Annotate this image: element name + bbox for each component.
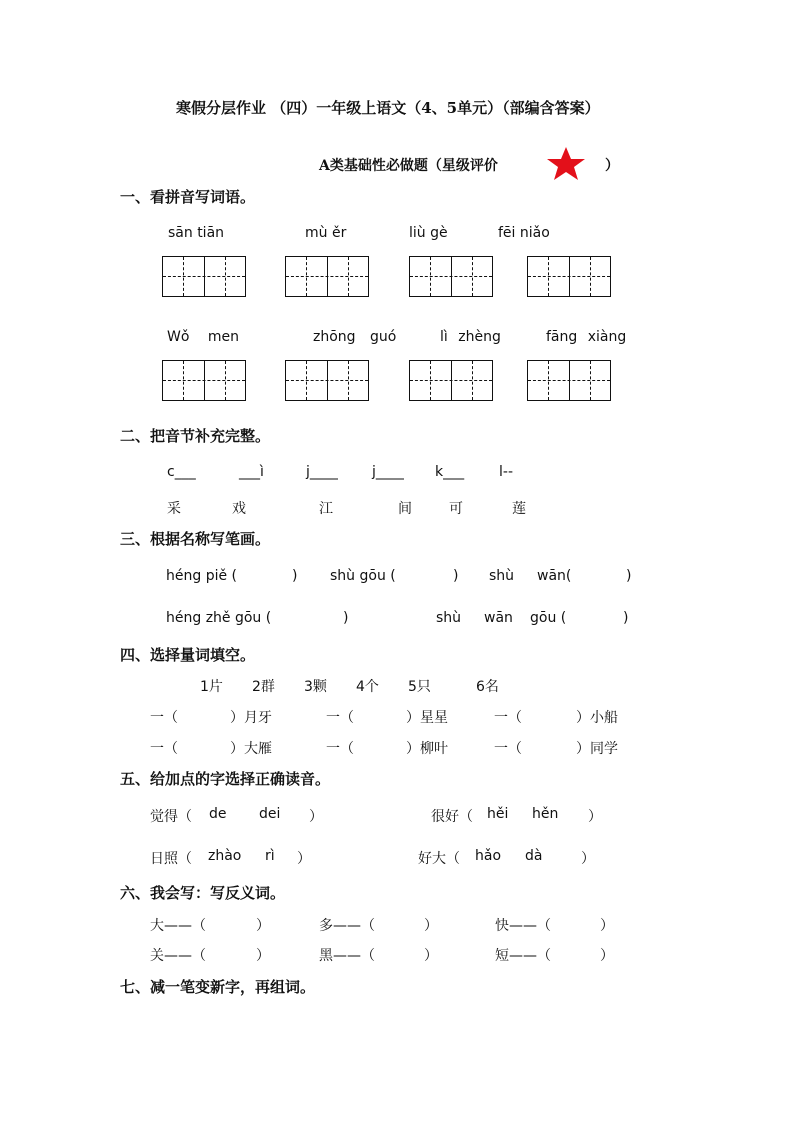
syllable-blank[interactable]: k___ [435,464,465,480]
paren-close: ） [588,809,602,825]
hanzi-char: 莲 [512,501,526,517]
fill-suffix: ）小船 [576,710,618,726]
fill-suffix: ）柳叶 [406,741,448,757]
syllable-blank[interactable]: ___ì [239,464,264,480]
option-item: 3颗 [304,679,327,695]
fill-suffix: ）星星 [406,710,448,726]
stroke-name: wān [484,610,513,626]
syllable-blank[interactable]: c___ [167,464,196,480]
fill-prefix: 一（ [326,710,354,726]
paren-close: ） [309,809,323,825]
hanzi-char: 戏 [232,501,246,517]
syllable-blank[interactable]: j____ [306,464,338,480]
reading-option[interactable]: dà [525,848,543,864]
paren-close: ） [424,948,438,964]
writing-grid[interactable] [527,360,611,401]
pinyin-5: Wǒ men [167,329,239,345]
option-item: 5只 [408,679,431,695]
antonym-prefix: 关——（ [150,948,206,964]
section-2-title: 二、把音节补充完整。 [120,427,271,445]
paren-close: ） [256,918,270,934]
section-1-title: 一、看拼音写词语。 [120,188,256,206]
writing-grid[interactable] [285,360,369,401]
hanzi-char: 可 [449,501,463,517]
option-item: 1片 [200,679,223,695]
stroke-paren-close: ) [623,610,629,626]
section-7-title: 七、减一笔变新字，再组词。 [120,978,316,996]
stroke-name: gōu ( [530,610,567,626]
reading-option[interactable]: zhào [208,848,242,864]
paren-close: ） [600,918,614,934]
stroke-name: shù [436,610,462,626]
pinyin-1: sān tiān [168,225,225,241]
writing-grid[interactable] [409,360,493,401]
antonym-prefix: 黑——（ [319,948,375,964]
stroke-name: wān( [537,568,572,584]
word-prefix: 好大（ [418,851,460,867]
fill-suffix: ）大雁 [230,741,272,757]
page-title: 寒假分层作业 （四）一年级上语文（4、5单元）（部编含答案） [176,99,600,117]
paren-close: ） [581,851,595,867]
antonym-prefix: 短——（ [495,948,551,964]
fill-prefix: 一（ [494,741,522,757]
word-prefix: 很好（ [431,809,473,825]
writing-grid[interactable] [162,360,246,401]
hanzi-char: 采 [167,501,181,517]
writing-grid[interactable] [162,256,246,297]
stroke-name: héng zhě gōu ( [166,610,272,626]
stroke-paren-close: ) [292,568,298,584]
option-item: 2群 [252,679,275,695]
section-3-title: 三、根据名称写笔画。 [120,530,271,548]
page-subtitle-close: ） [605,158,619,174]
syllable-blank[interactable]: j____ [372,464,404,480]
pinyin-3: liù gè [409,225,448,241]
stroke-name: héng piě ( [166,568,237,584]
page-subtitle: A类基础性必做题（星级评价 [319,158,498,174]
hanzi-char: 间 [398,501,412,517]
fill-suffix: ）同学 [576,741,618,757]
pinyin-8: fāng xiàng [546,329,627,345]
fill-prefix: 一（ [494,710,522,726]
writing-grid[interactable] [285,256,369,297]
stroke-name: shù [489,568,515,584]
pinyin-7: lì zhèng [440,329,501,345]
reading-option[interactable]: rì [265,848,275,864]
antonym-prefix: 快——（ [495,918,551,934]
writing-grid[interactable] [409,256,493,297]
option-item: 4个 [356,679,379,695]
paren-close: ） [297,851,311,867]
reading-option[interactable]: hǎo [475,848,502,864]
fill-prefix: 一（ [326,741,354,757]
fill-prefix: 一（ [150,741,178,757]
section-5-title: 五、给加点的字选择正确读音。 [120,770,331,788]
fill-prefix: 一（ [150,710,178,726]
paren-close: ） [424,918,438,934]
syllable-blank[interactable]: l-- [499,464,513,480]
section-6-title: 六、我会写：写反义词。 [120,884,286,902]
word-prefix: 日照（ [150,851,192,867]
fill-suffix: ）月牙 [230,710,272,726]
writing-grid[interactable] [527,256,611,297]
paren-close: ） [256,948,270,964]
antonym-prefix: 大——（ [150,918,206,934]
option-item: 6名 [476,679,499,695]
stroke-name: shù gōu ( [330,568,396,584]
stroke-paren-close: ) [626,568,632,584]
reading-option[interactable]: hěn [532,806,559,822]
section-4-title: 四、选择量词填空。 [120,646,256,664]
stroke-paren-close: ) [453,568,459,584]
word-prefix: 觉得（ [150,809,192,825]
reading-option[interactable]: dei [259,806,281,822]
pinyin-4: fēi niǎo [498,225,550,241]
reading-option[interactable]: hěi [487,806,509,822]
pinyin-6: zhōng guó [313,329,397,345]
stroke-paren-close: ) [343,610,349,626]
reading-option[interactable]: de [209,806,227,822]
hanzi-char: 江 [319,501,333,517]
antonym-prefix: 多——（ [319,918,375,934]
pinyin-2: mù ěr [305,225,347,241]
paren-close: ） [600,948,614,964]
star-rating-icon [545,146,587,182]
